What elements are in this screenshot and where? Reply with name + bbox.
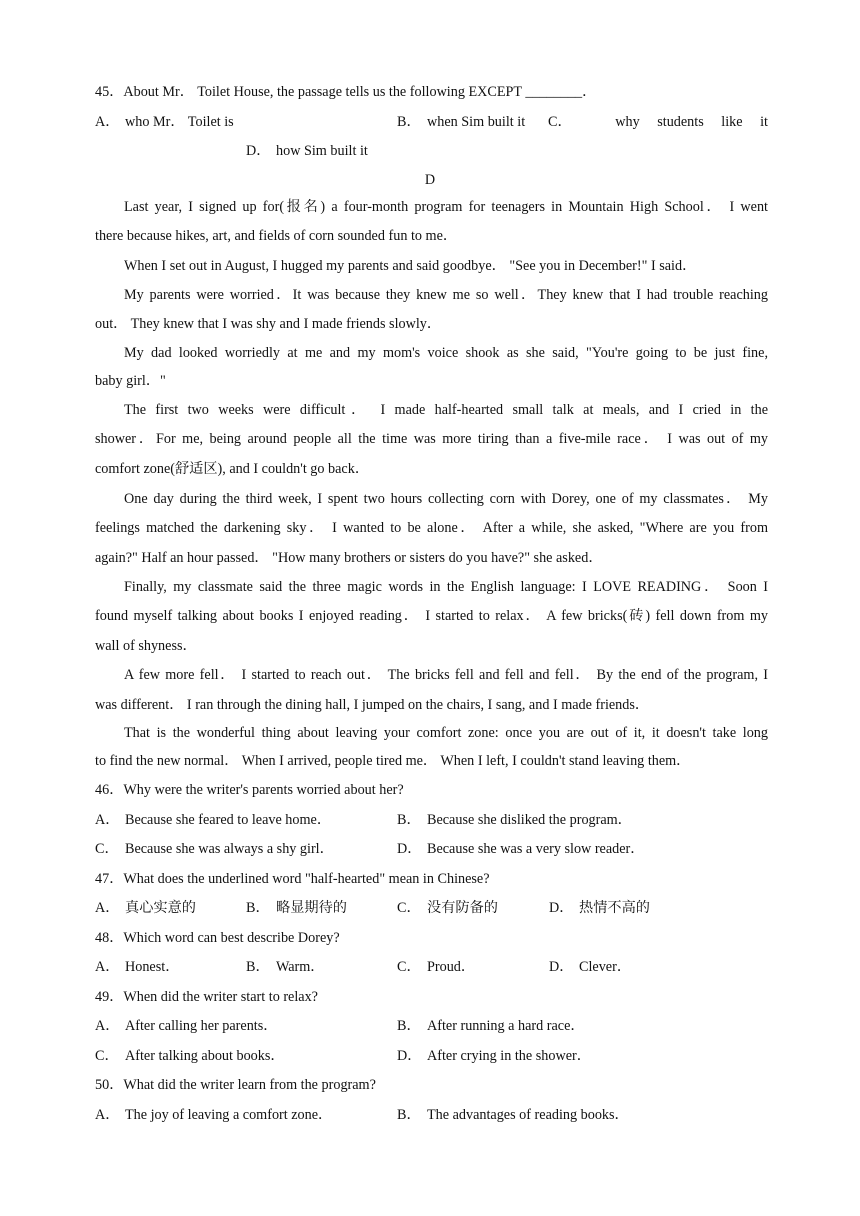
option-text: After running a hard race． [427, 1018, 585, 1034]
question-50-option-b [397, 1106, 629, 1124]
question-46-stem: 46．Why were the writer's parents worried about her? [95, 782, 404, 798]
question-45-option-c [548, 113, 768, 131]
option-letter: A． [95, 900, 120, 916]
passage-line: again?" Half an hour passed． "How many brothers or sisters do you have?" she asked． [95, 550, 603, 566]
question-49-option-a [95, 1017, 277, 1035]
question-48-option-c [397, 958, 475, 976]
question-45-option-a [95, 113, 234, 131]
option-text: when Sim built it [427, 114, 526, 130]
option-text: Because she disliked the program． [427, 812, 632, 828]
option-letter: C． [397, 959, 421, 975]
option-text: 真心实意的 [125, 900, 196, 916]
option-letter: D． [397, 1048, 422, 1064]
passage-line: My dad looked worriedly at me and my mom's voice shook as she said, "You're going to be just fine, [124, 345, 768, 361]
option-letter: B． [397, 812, 421, 828]
option-text: Proud． [427, 959, 476, 975]
option-text: 热情不高的 [579, 900, 650, 916]
option-text: who Mr． Toilet is [125, 114, 234, 130]
question-45-stem: 45．About Mr． Toilet House, the passage tells us the following EXCEPT ________． [95, 84, 597, 100]
option-text: The advantages of reading books． [427, 1107, 629, 1123]
passage-line: My parents were worried．It was because they knew me so well．They knew that I had trouble reaching [124, 287, 768, 303]
option-letter: B． [246, 900, 270, 916]
question-45-option-b [397, 113, 525, 131]
option-letter: D． [397, 841, 422, 857]
option-text: After crying in the shower． [427, 1048, 591, 1064]
passage-line: comfort zone(舒适区), and I couldn't go back． [95, 461, 370, 477]
question-47-option-d [549, 899, 650, 917]
option-letter: A． [95, 1018, 120, 1034]
passage-line: Finally, my classmate said the three magic words in the English language: I LOVE READING． Soon I [124, 579, 768, 595]
option-letter: A． [95, 1107, 120, 1123]
option-text: After calling her parents． [125, 1018, 278, 1034]
question-47-option-b [246, 899, 347, 917]
passage-line: was different． I ran through the dining hall, I jumped on the chairs, I sang, and I made friends． [95, 697, 650, 713]
passage-line: out． They knew that I was shy and I made friends slowly． [95, 316, 442, 332]
passage-line: wall of shyness． [95, 638, 197, 654]
option-text: Because she was always a shy girl． [125, 841, 334, 857]
question-48-option-b [246, 958, 325, 976]
option-letter: C． [95, 841, 119, 857]
question-46-option-b [397, 811, 632, 829]
question-46-option-c [95, 840, 334, 858]
option-text: 没有防备的 [427, 900, 498, 916]
option-letter: A． [95, 812, 120, 828]
option-text: how Sim built it [276, 143, 368, 159]
option-letter: A． [95, 114, 120, 130]
option-letter: B． [246, 959, 270, 975]
question-48-option-d [549, 958, 631, 976]
option-letter: D． [246, 143, 271, 159]
question-47-option-a [95, 899, 196, 917]
question-46-option-a [95, 811, 331, 829]
question-47-option-c [397, 899, 498, 917]
option-letter: B． [397, 1018, 421, 1034]
question-48-option-a [95, 958, 179, 976]
question-48-stem: 48．Which word can best describe Dorey? [95, 930, 340, 946]
passage-line: One day during the third week, I spent two hours collecting corn with Dorey, one of my classmates． My [124, 491, 768, 507]
question-46-option-d [397, 840, 644, 858]
question-49-stem: 49．When did the writer start to relax? [95, 989, 318, 1005]
option-letter: C． [397, 900, 421, 916]
passage-line: When I set out in August, I hugged my parents and said goodbye． "See you in December!" I said． [124, 258, 697, 274]
passage-line: there because hikes, art, and fields of corn sounded fun to me． [95, 228, 458, 244]
question-49-option-b [397, 1017, 585, 1035]
section-label: D [424, 172, 436, 188]
option-text: why students like it [615, 114, 768, 130]
option-text: Because she was a very slow reader． [427, 841, 645, 857]
option-letter: D． [549, 900, 574, 916]
option-text: Warm． [276, 959, 325, 975]
passage-line: A few more fell． I started to reach out． The bricks fell and fell and fell． By the end of the program, I [124, 667, 768, 683]
passage-line: The first two weeks were difficult． I made half-hearted small talk at meals, and I cried in the [124, 402, 768, 418]
passage-line: feelings matched the darkening sky． I wanted to be alone． After a while, she asked, "Where are you from [95, 520, 768, 536]
option-text: 略显期待的 [276, 900, 347, 916]
passage-line: That is the wonderful thing about leaving your comfort zone: once you are out of it, it doesn't take long [124, 725, 768, 741]
question-45-option-d [246, 142, 368, 160]
question-50-stem: 50．What did the writer learn from the program? [95, 1077, 376, 1093]
option-letter: B． [397, 114, 421, 130]
passage-line: found myself talking about books I enjoyed reading． I started to relax． A few bricks(砖) fell down from my [95, 608, 768, 624]
option-text: After talking about books． [125, 1048, 285, 1064]
passage-line: shower．For me, being around people all the time was more tiring than a five-mile race． I was out of my [95, 431, 768, 447]
passage-line: Last year, I signed up for(报名) a four-month program for teenagers in Mountain High School． I went [124, 199, 768, 215]
option-text: Because she feared to leave home． [125, 812, 332, 828]
option-letter: C． [95, 1048, 119, 1064]
passage-line: baby girl．" [95, 373, 166, 389]
question-49-option-c [95, 1047, 285, 1065]
option-letter: D． [549, 959, 574, 975]
option-text: Honest． [125, 959, 180, 975]
option-text: Clever． [579, 959, 632, 975]
option-letter: C． [548, 114, 572, 130]
passage-line: to find the new normal． When I arrived, people tired me． When I left, I couldn't stand leaving them． [95, 753, 691, 769]
option-letter: B． [397, 1107, 421, 1123]
question-50-option-a [95, 1106, 332, 1124]
option-text: The joy of leaving a comfort zone． [125, 1107, 333, 1123]
question-47-stem: 47．What does the underlined word "half-hearted" mean in Chinese? [95, 871, 490, 887]
option-letter: A． [95, 959, 120, 975]
question-49-option-d [397, 1047, 591, 1065]
